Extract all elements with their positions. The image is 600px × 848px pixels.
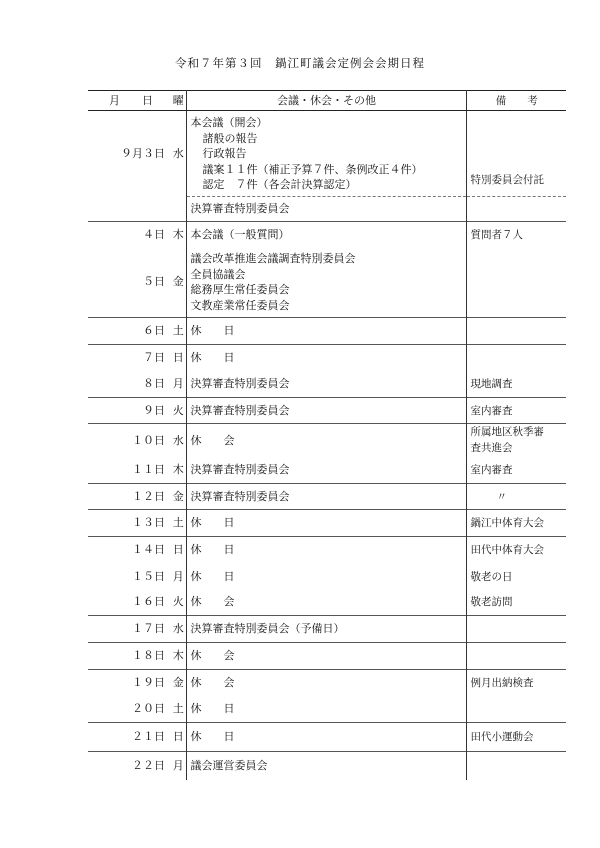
header-main: 会議・休会・その他: [186, 91, 466, 111]
row-note: [466, 616, 566, 643]
row-day: 日: [171, 345, 186, 372]
row-day: 土: [171, 510, 186, 537]
table-row: [88, 484, 566, 510]
row-day: 木: [171, 643, 186, 670]
table-row: [88, 197, 566, 222]
row-day: 日: [171, 723, 186, 752]
line: 行政報告: [202, 147, 247, 160]
row-date: １７日: [88, 616, 171, 643]
row-day: 金: [171, 484, 186, 510]
row-note: 特別委員会付託: [466, 111, 566, 197]
line: 所属地区秋季審: [470, 426, 544, 439]
row-day: [171, 197, 186, 222]
table-row: [88, 458, 566, 484]
row-day: 水: [171, 424, 186, 458]
row-day: 火: [171, 398, 186, 424]
row-note: [466, 424, 566, 458]
table-row: [88, 752, 566, 780]
row-note: 室内審査: [470, 464, 513, 477]
row-date: ５日: [143, 275, 165, 289]
row-main: 休 日: [186, 723, 466, 752]
row-note: 現地調査: [470, 378, 513, 391]
header-note: 備 考: [466, 91, 566, 111]
row-date: １８日: [88, 643, 171, 670]
row-day: 火: [171, 590, 186, 616]
line: 議案１１件（補正予算７件、条例改正４件）: [202, 162, 423, 176]
table-row: [88, 345, 566, 372]
row-date: １５日: [132, 569, 165, 583]
line: 全員協議会: [190, 267, 246, 281]
row-main: 決算審査特別委員会: [186, 398, 466, 424]
row-main: 決算審査特別委員会: [186, 197, 466, 222]
row-main: 休 会: [186, 670, 466, 697]
row-note: 〃: [466, 484, 566, 510]
line: 文教産業常任委員会: [190, 298, 290, 312]
row-note: [466, 248, 566, 318]
line: 本会議（開会）: [190, 116, 268, 129]
row-main: 休 日: [186, 318, 466, 345]
table-row: [88, 537, 566, 564]
table-row: [88, 590, 566, 616]
row-day: 木: [171, 222, 186, 248]
row-day: 土: [171, 697, 186, 723]
table-row: [88, 643, 566, 670]
row-date: [88, 197, 171, 222]
row-day: 日: [171, 537, 186, 564]
table-row: [88, 111, 566, 197]
row-note: [466, 643, 566, 670]
table-row: [88, 222, 566, 248]
row-note: 例月出納検査: [466, 670, 566, 697]
row-main: 休 日: [186, 510, 466, 537]
table-row: [88, 564, 566, 590]
line: 総務厚生常任委員会: [190, 283, 290, 297]
page-title: 令和７年第３回 鍋江町議会定例会会期日程: [175, 56, 425, 70]
row-main: 決算審査特別委員会: [186, 458, 466, 484]
table-row: [88, 248, 566, 318]
row-main: 決算審査特別委員会: [186, 484, 466, 510]
row-day: 金: [171, 248, 186, 318]
line: 査共進会: [470, 441, 513, 454]
row-date: ９日: [88, 398, 171, 424]
row-note: 田代小運動会: [466, 723, 566, 752]
line: 諸般の報告: [202, 131, 258, 145]
row-note: [466, 697, 566, 723]
row-day: 水: [171, 616, 186, 643]
line: 議会改革推進会議調査特別委員会: [190, 252, 356, 266]
row-note: 敬老の日: [470, 570, 513, 583]
table-row: [88, 424, 566, 458]
schedule-table: [88, 90, 566, 780]
row-main: 休 会: [186, 643, 466, 670]
row-date: ４日: [88, 222, 171, 248]
row-date: １４日: [88, 537, 171, 564]
row-date: ８日: [143, 377, 165, 391]
row-day: 月: [171, 372, 186, 398]
row-day: 土: [171, 318, 186, 345]
row-main: 休 日: [186, 345, 466, 372]
table-row: [88, 372, 566, 398]
row-main: 休 日: [186, 564, 466, 590]
table-row: [88, 723, 566, 752]
row-note: 室内審査: [466, 398, 566, 424]
header-date: 月 日: [88, 91, 171, 111]
row-note: 鍋江中体育大会: [466, 510, 566, 537]
row-main: 本会議（一般質問）: [186, 222, 466, 248]
table-row: [88, 318, 566, 345]
row-day: 水: [171, 111, 186, 197]
table-row: [88, 697, 566, 723]
row-day: 月: [171, 564, 186, 590]
row-main: 休 会: [186, 590, 466, 616]
row-main: [186, 111, 466, 197]
row-day: 金: [171, 670, 186, 697]
row-note: 敬老訪問: [470, 596, 513, 609]
row-day: 月: [171, 752, 186, 780]
row-date: １６日: [132, 595, 165, 609]
table-row: [88, 670, 566, 697]
row-note: [466, 345, 566, 372]
row-date: １１日: [132, 463, 165, 477]
row-note: 田代中体育大会: [466, 537, 566, 564]
row-date: ７日: [88, 345, 171, 372]
row-main: 決算審査特別委員会: [186, 372, 466, 398]
row-main: [186, 248, 466, 318]
row-main: 休 日: [186, 537, 466, 564]
row-main: 休 会: [186, 424, 466, 458]
row-date: ９月３日: [88, 111, 171, 197]
row-date: ２０日: [132, 702, 165, 716]
table-row: [88, 398, 566, 424]
line: 認定 ７件（各会計決算認定）: [202, 178, 357, 191]
row-date: ２１日: [88, 723, 171, 752]
row-note: [466, 318, 566, 345]
row-note: [466, 197, 566, 222]
row-note: 質問者７人: [466, 222, 566, 248]
row-main: 決算審査特別委員会（予備日）: [186, 616, 466, 643]
row-date: ２２日: [88, 752, 171, 780]
row-day: 木: [171, 458, 186, 484]
row-main: 休 日: [186, 697, 466, 723]
row-main: 議会運営委員会: [186, 752, 466, 780]
row-date: １０日: [88, 424, 171, 458]
header-day: 曜: [171, 91, 186, 111]
table-row: [88, 616, 566, 643]
table-header-row: [88, 91, 566, 111]
row-date: １２日: [88, 484, 171, 510]
row-date: １３日: [88, 510, 171, 537]
row-date: ６日: [88, 318, 171, 345]
table-row: [88, 510, 566, 537]
row-date: １９日: [88, 670, 171, 697]
row-note: [466, 752, 566, 780]
